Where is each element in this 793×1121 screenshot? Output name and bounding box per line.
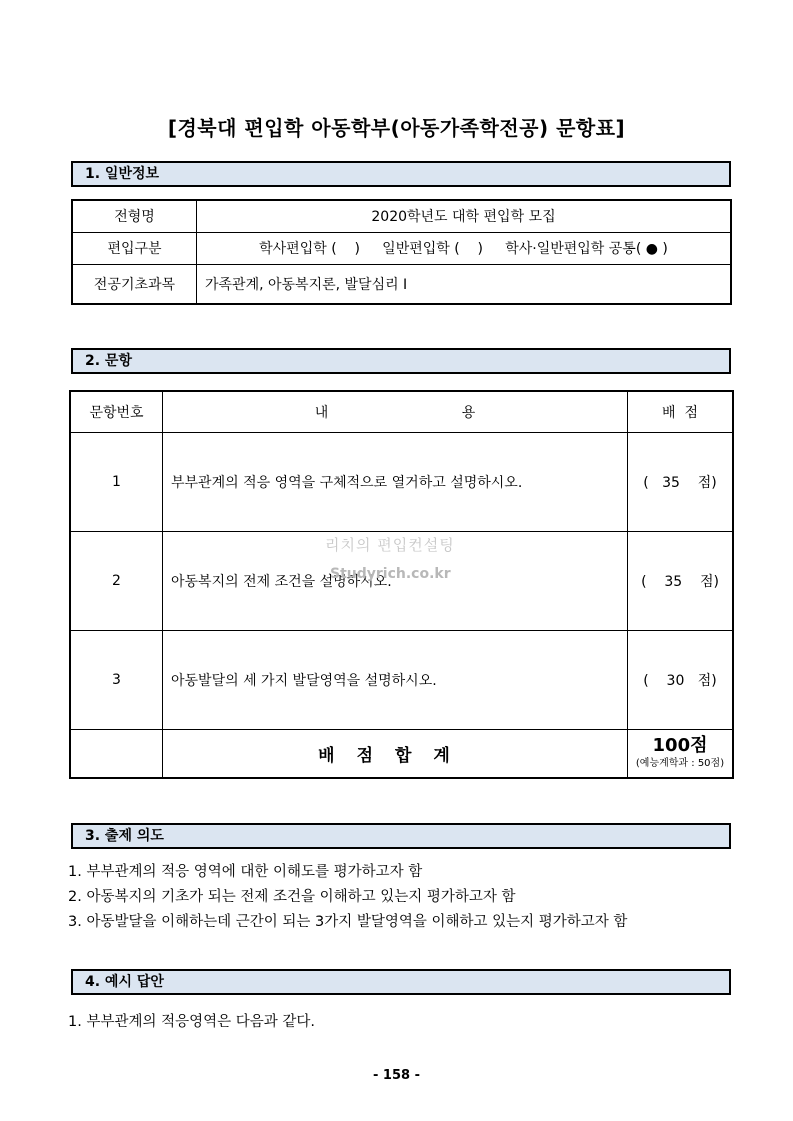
info-label: 편입구분 — [72, 232, 197, 264]
info-value: 2020학년도 대학 편입학 모집 — [197, 200, 732, 232]
table-sum-row — [70, 730, 733, 778]
question-score: ( 35 점) — [628, 433, 734, 532]
sum-note: (예능계학과 : 50점) — [635, 758, 725, 770]
section-header-intent: 3. 출제 의도 — [71, 823, 731, 849]
question-content: 아동복지의 전제 조건을 설명하시오. — [163, 532, 628, 631]
info-value: 학사편입학 ( ) 일반편입학 ( ) 학사·일반편입학 공통( ● ) — [197, 232, 732, 264]
question-score: ( 35 점) — [628, 532, 734, 631]
info-label: 전형명 — [72, 200, 197, 232]
info-value: 가족관계, 아동복지론, 발달심리 Ⅰ — [197, 264, 732, 304]
question-number: 2 — [70, 532, 163, 631]
question-number: 1 — [70, 433, 163, 532]
question-score: ( 30 점) — [628, 631, 734, 730]
table-row — [70, 433, 733, 532]
intent-list — [68, 860, 627, 935]
questions-table — [69, 390, 734, 779]
page-title: [경북대 편입학 아동학부(아동가족학전공) 문항표] — [167, 116, 626, 140]
table-row — [70, 631, 733, 730]
sum-empty-cell — [70, 730, 163, 778]
table-row — [72, 200, 731, 232]
table-row — [72, 232, 731, 264]
section-header-answer: 4. 예시 답안 — [71, 969, 731, 995]
list-item: 3. 아동발달을 이해하는데 근간이 되는 3가지 발달영역을 이해하고 있는지 평가하고자 함 — [68, 914, 628, 930]
info-label: 전공기초과목 — [72, 264, 197, 304]
header-content: 내 용 — [163, 391, 628, 433]
list-item: 2. 아동복지의 기초가 되는 전제 조건을 이해하고 있는지 평가하고자 함 — [68, 889, 516, 905]
sum-label: 배점합계 — [163, 730, 628, 778]
list-item: 1. 부부관계의 적응영역은 다음과 같다. — [68, 1014, 315, 1030]
question-number: 3 — [70, 631, 163, 730]
header-number: 문항번호 — [70, 391, 163, 433]
question-content: 부부관계의 적응 영역을 구체적으로 열거하고 설명하시오. — [163, 433, 628, 532]
question-content: 아동발달의 세 가지 발달영역을 설명하시오. — [163, 631, 628, 730]
sum-total: 100점 — [652, 735, 708, 757]
watermark-text: 리치의 편입컨설팅 — [325, 536, 455, 554]
table-header-row — [70, 391, 733, 433]
watermark-url: Studyrich.co.kr — [330, 566, 451, 582]
list-item: 1. 부부관계의 적응 영역에 대한 이해도를 평가하고자 함 — [68, 864, 423, 880]
answer-list — [68, 1010, 315, 1031]
header-score: 배 점 — [628, 391, 734, 433]
section-header-general: 1. 일반정보 — [71, 161, 731, 187]
page-number: - 158 - — [373, 1068, 420, 1083]
sum-cell — [628, 730, 734, 778]
section-header-questions: 2. 문항 — [71, 348, 731, 374]
general-info-table — [71, 199, 732, 305]
table-row — [72, 264, 731, 304]
